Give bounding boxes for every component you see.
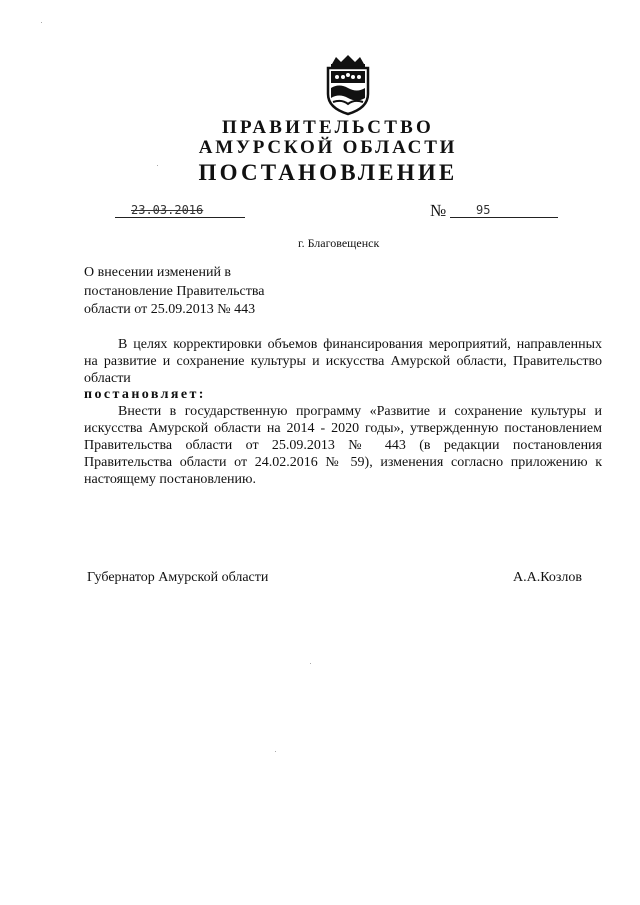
scan-speck — [41, 22, 42, 23]
document-date: 23.03.2016 — [131, 203, 204, 217]
subject-line-3: области от 25.09.2013 № 443 — [84, 302, 256, 317]
city-name: г. Благовещенск — [298, 236, 380, 250]
resolves-heading: постановляет: — [84, 387, 206, 402]
subject-line-2: постановление Правительства — [84, 283, 265, 299]
signatory-name: А.А.Козлов — [513, 570, 582, 585]
organization-title-line2: АМУРСКОЙ ОБЛАСТИ — [198, 137, 458, 158]
signatory-title: Губернатор Амурской области — [87, 570, 269, 585]
subject-line-1: О внесении изменений в — [84, 265, 232, 280]
scan-speck — [310, 663, 311, 664]
number-sign: № — [430, 201, 447, 220]
scan-speck — [275, 751, 276, 752]
preamble-paragraph: В целях корректировки объемов финансирования мероприятий, направленных на развитие и сохранение культуры и искусства Амурской области, Правительство области — [84, 337, 602, 386]
document-number: 95 — [476, 203, 491, 217]
document-type-heading: ПОСТАНОВЛЕНИЕ — [198, 160, 458, 185]
number-underline — [450, 203, 558, 218]
coat-of-arms-icon — [322, 54, 374, 116]
resolution-item-paragraph: Внести в государственную программу «Развитие и сохранение культуры и искусства Амурской области на 2014 - 2020 годы», утвержденную постановлением Правительства области от 25.09.2013 № 443 (в редакции постановления Правительства области от 24.02.2016 № 59), изменения согласно приложению к настоящему постановлению. — [84, 404, 602, 487]
organization-title-line1: ПРАВИТЕЛЬСТВО — [222, 117, 434, 138]
scan-speck — [157, 165, 158, 166]
document-subject — [84, 264, 324, 320]
